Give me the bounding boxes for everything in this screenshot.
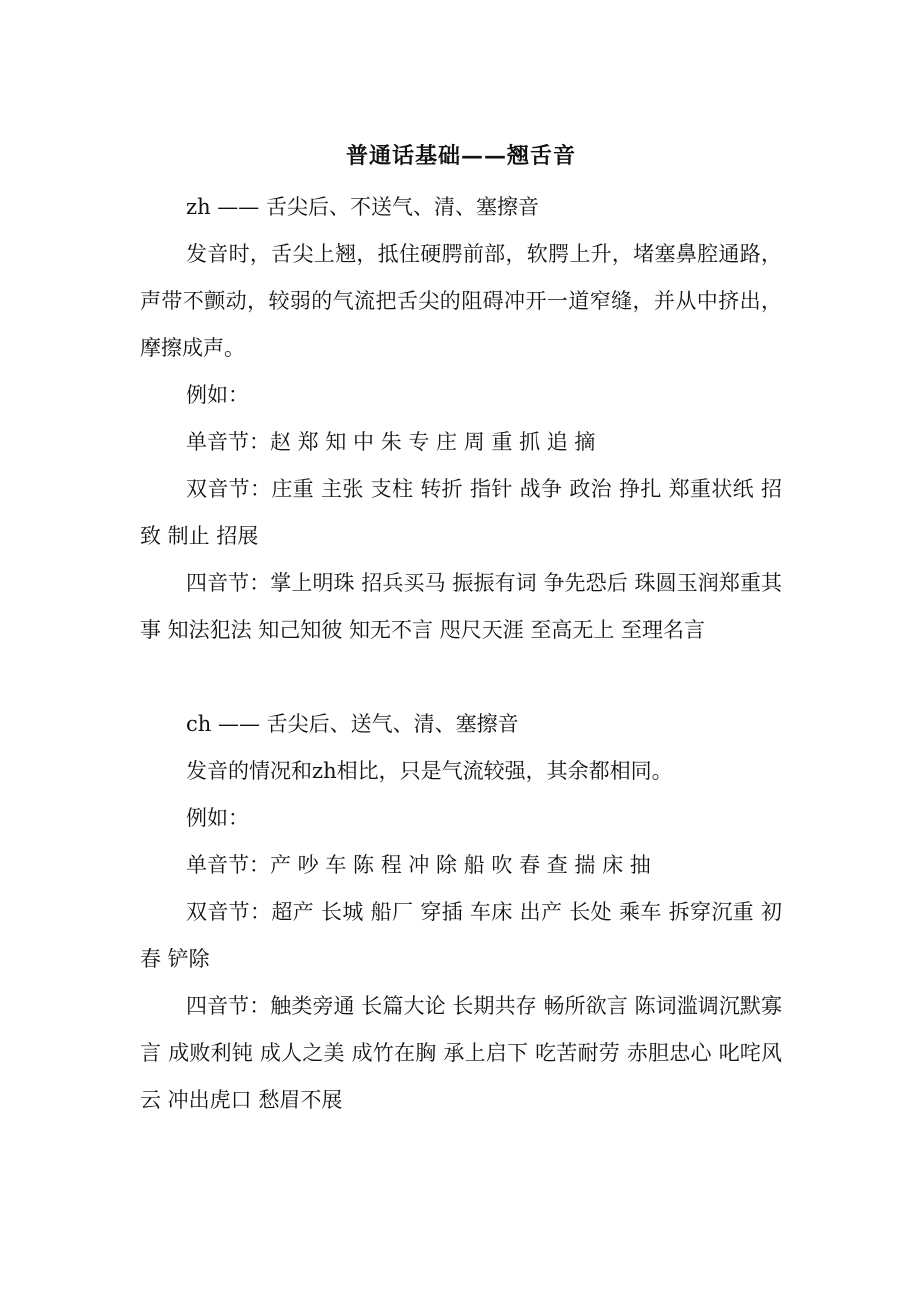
zh-example-label: 例如： (186, 383, 249, 407)
ch-double-syllable: 双音节：超产 长城 船厂 穿插 车床 出产 长处 乘车 拆穿沉重 初春 铲除 (140, 900, 782, 971)
page-title: 普通话基础——翘舌音 (345, 143, 576, 169)
zh-four-syllable: 四音节：掌上明珠 招兵买马 振振有词 争先恐后 珠圆玉润郑重其事 知法犯法 知己知彼 知无不言 咫尺天涯 至高无上 至理名言 (140, 571, 782, 642)
zh-single-syllable: 单音节：赵 郑 知 中 朱 专 庄 周 重 抓 追 摘 (186, 430, 596, 454)
zh-description: 发音时，舌尖上翘，抵住硬腭前部，软腭上升，堵塞鼻腔通路，声带不颤动，较弱的气流把舌尖的阻碍冲开一道窄缝，并从中挤出，摩擦成声。 (140, 242, 782, 360)
ch-section (140, 701, 782, 1124)
ch-four-syllable: 四音节：触类旁通 长篇大论 长期共存 畅所欲言 陈词滥调沉默寡言 成败利钝 成人之美 成竹在胸 承上启下 吃苦耐劳 赤胆忠心 叱咤风云 冲出虎口 愁眉不展 (140, 994, 782, 1112)
ch-description: 发音的情况和zh相比，只是气流较强，其余都相同。 (186, 759, 673, 783)
ch-heading: ch —— 舌尖后、送气、清、塞擦音 (186, 712, 519, 736)
zh-heading: zh —— 舌尖后、不送气、清、塞擦音 (186, 195, 539, 219)
ch-single-syllable: 单音节：产 吵 车 陈 程 冲 除 船 吹 春 查 揣 床 抽 (186, 853, 651, 877)
document-content (140, 138, 782, 1124)
zh-double-syllable: 双音节：庄重 主张 支柱 转折 指针 战争 政治 挣扎 郑重状纸 招致 制止 招展 (140, 477, 782, 548)
section-spacer (140, 654, 782, 701)
zh-section (140, 184, 782, 654)
ch-example-label: 例如： (186, 806, 249, 830)
